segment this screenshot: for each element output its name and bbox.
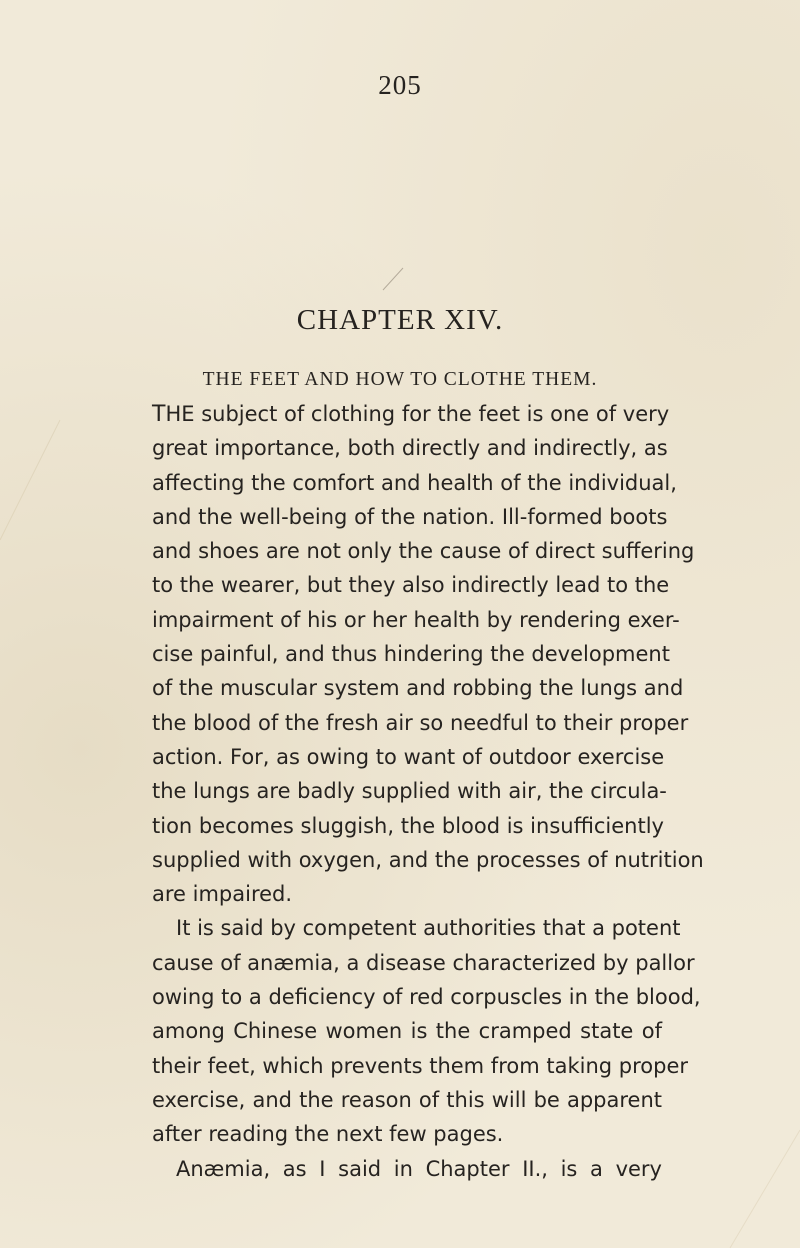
chapter-heading: CHAPTER XIV. — [296, 304, 504, 336]
body-text — [152, 397, 704, 1186]
text-line: of the muscular system and robbing the lungs and — [152, 676, 684, 701]
text-line: supplied with oxygen, and the processes of nutrition — [152, 847, 704, 872]
text-line: THE subject of clothing for the feet is one of very — [152, 402, 670, 427]
text-line: and the well-being of the nation. Ill-formed boots — [152, 504, 668, 529]
text-line: to the wearer, but they also indirectly lead to the — [152, 573, 670, 598]
text-line: impairment of his or her health by rendering exer- — [152, 607, 680, 632]
text-line: great importance, both directly and indirectly, as — [152, 436, 668, 461]
text-line: among Chinese women is the cramped state of — [152, 1019, 662, 1044]
text-line: after reading the next few pages. — [152, 1122, 504, 1147]
page-number: 205 — [378, 70, 422, 100]
text-line: action. For, as owing to want of outdoor exercise — [152, 744, 665, 769]
text-line: are impaired. — [152, 882, 293, 907]
text-line: affecting the comfort and health of the individual, — [152, 470, 677, 495]
text-line: the blood of the fresh air so needful to their proper — [152, 710, 689, 735]
text-line: cause of anæmia, a disease characterized by pallor — [152, 950, 695, 975]
text-line: and shoes are not only the cause of direct suffering — [152, 539, 695, 564]
text-line: cise painful, and thus hindering the development — [152, 642, 670, 667]
text-line: tion becomes sluggish, the blood is insufficiently — [152, 813, 664, 838]
text-line: their feet, which prevents them from taking proper — [152, 1053, 688, 1078]
text-line: It is said by competent authorities that a potent — [176, 916, 681, 941]
text-line: the lungs are badly supplied with air, the circula- — [152, 779, 667, 804]
chapter-title: THE FEET AND HOW TO CLOTHE THEM. — [202, 369, 598, 390]
text-line: Anæmia, as I said in Chapter II., is a very — [176, 1156, 662, 1181]
text-line: owing to a deficiency of red corpuscles in the blood, — [152, 985, 701, 1010]
text-line: exercise, and the reason of this will be apparent — [152, 1087, 662, 1112]
